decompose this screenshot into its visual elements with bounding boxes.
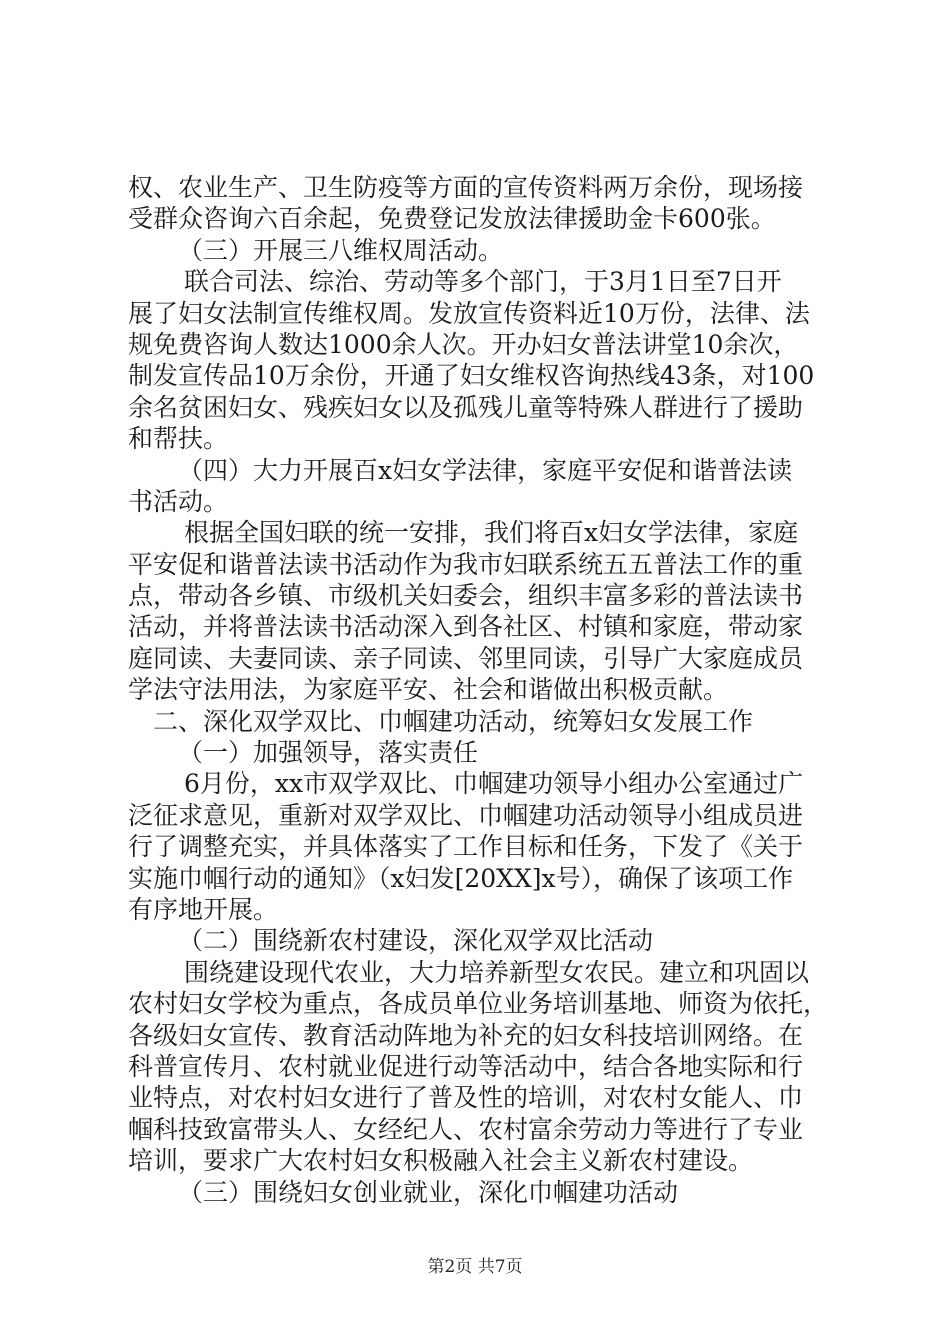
body-line: 帼科技致富带头人、女经纪人、农村富余劳动力等进行了专业 — [128, 1114, 804, 1144]
body-line: 和帮扶。 — [128, 424, 229, 454]
body-line: 业特点，对农村妇女进行了普及性的培训，对农村女能人、巾 — [128, 1083, 804, 1113]
body-line: 庭同读、夫妻同读、亲子同读、邻里同读，引导广大家庭成员 — [128, 643, 804, 673]
body-line: 科普宣传月、农村就业促进行动等活动中，结合各地实际和行 — [128, 1051, 804, 1081]
section-heading: （三）围绕妇女创业就业，深化巾帼建功活动 — [178, 1177, 679, 1207]
section-heading: （四）大力开展百x妇女学法律，家庭平安促和谐普法读 — [178, 455, 793, 485]
body-line: 平安促和谐普法读书活动作为我市妇联系统五五普法工作的重 — [128, 549, 804, 579]
body-line: 泛征求意见，重新对双学双比、巾帼建功活动领导小组成员进 — [128, 800, 804, 830]
body-line: 有序地开展。 — [128, 894, 279, 924]
body-line: 规免费咨询人数达1000余人次。开办妇女普法讲堂10余次， — [128, 329, 799, 359]
body-line: 展了妇女法制宣传维权周。发放宣传资料近10万份，法律、法 — [128, 298, 810, 328]
body-line: 培训，要求广大农村妇女积极融入社会主义新农村建设。 — [128, 1146, 754, 1176]
paragraph-start: 围绕建设现代农业，大力培养新型女农民。建立和巩固以 — [184, 957, 810, 987]
body-line: 农村妇女学校为重点，各成员单位业务培训基地、师资为依托， — [128, 989, 829, 1019]
body-line: 行了调整充实，并具体落实了工作目标和任务，下发了《关于 — [128, 832, 804, 862]
page-number-footer: 第2页 共7页 — [427, 1257, 523, 1277]
body-line: 活动，并将普法读书活动深入到各社区、村镇和家庭，带动家 — [128, 612, 804, 642]
section-heading: （二）围绕新农村建设，深化双学双比活动 — [178, 926, 654, 956]
body-line: 余名贫困妇女、残疾妇女以及孤残儿童等特殊人群进行了援助 — [128, 392, 804, 422]
body-line: 点，带动各乡镇、市级机关妇委会，组织丰富多彩的普法读书 — [128, 581, 804, 611]
section-heading: （一）加强领导，落实责任 — [178, 738, 479, 768]
document-body — [128, 172, 840, 1208]
paragraph-start: 根据全国妇联的统一安排，我们将百x妇女学法律，家庭 — [184, 518, 799, 548]
body-line: 各级妇女宣传、教育活动阵地为补充的妇女科技培训网络。在 — [128, 1020, 804, 1050]
body-line: 学法守法用法，为家庭平安、社会和谐做出积极贡献。 — [128, 675, 729, 705]
body-line: 实施巾帼行动的通知》（x妇发[20XX]x号），确保了该项工作 — [128, 863, 794, 893]
body-line: 制发宣传品10万余份，开通了妇女维权咨询热线43条，对100 — [128, 361, 815, 391]
paragraph-start: 联合司法、综治、劳动等多个部门，于3月1日至7日开 — [184, 267, 782, 297]
chapter-heading: 二、深化双学双比、巾帼建功活动，统筹妇女发展工作 — [153, 706, 754, 736]
body-line: 受群众咨询六百余起，免费登记发放法律援助金卡600张。 — [128, 204, 776, 234]
section-heading: （三）开展三八维权周活动。 — [178, 235, 504, 265]
body-line: 书活动。 — [128, 486, 229, 516]
paragraph-start: 6月份，xx市双学双比、巾帼建功领导小组办公室通过广 — [184, 769, 804, 799]
body-line: 权、农业生产、卫生防疫等方面的宣传资料两万余份，现场接 — [128, 173, 804, 202]
